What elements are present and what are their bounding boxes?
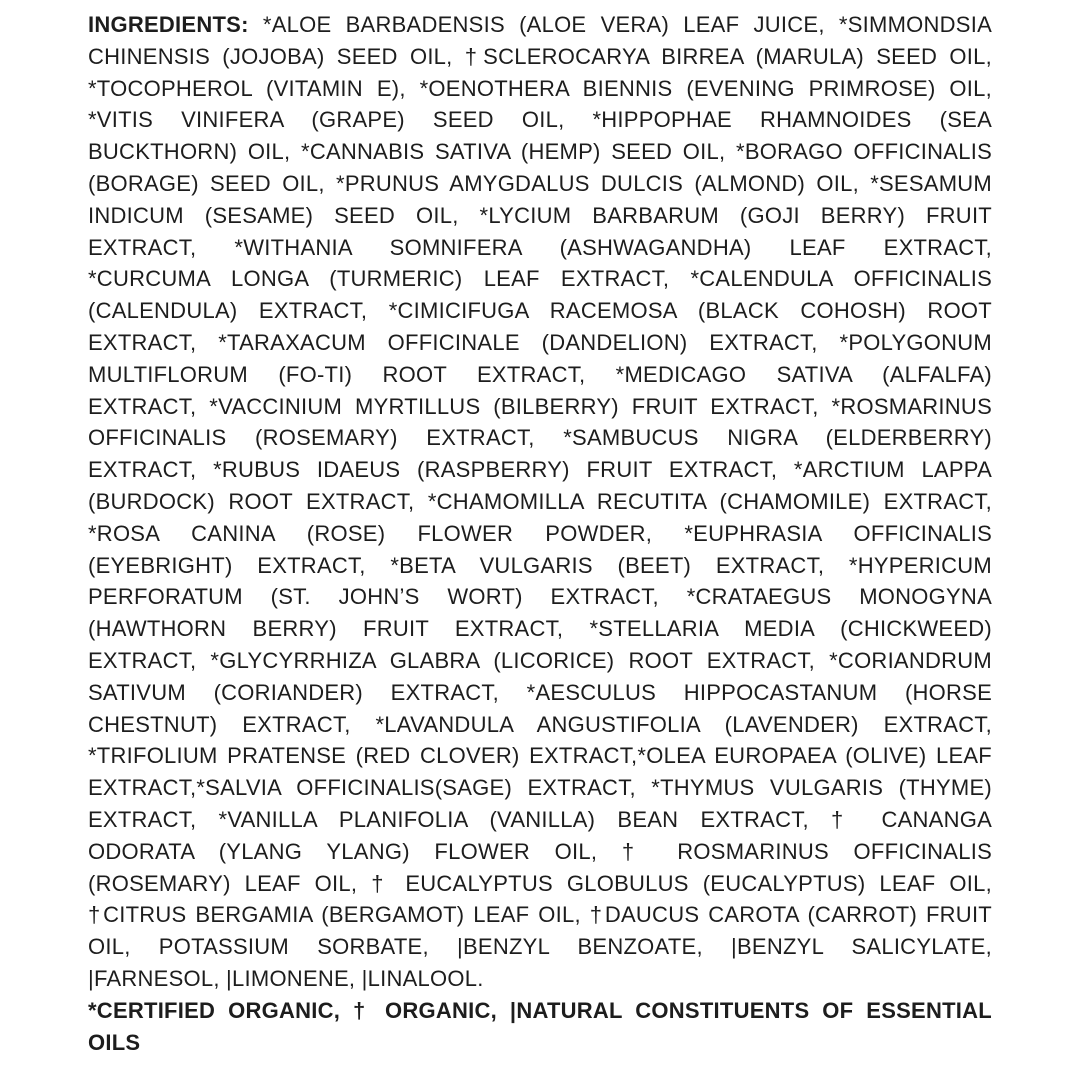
organic-legend-line: OILS [88, 1029, 141, 1055]
ingredients-paragraph [88, 9, 992, 1058]
ingredients-line: CHESTNUT) EXTRACT, *LAVANDULA ANGUSTIFOLIA (LAVENDER) EXTRACT, [88, 711, 992, 737]
ingredients-line: †CITRUS BERGAMIA (BERGAMOT) LEAF OIL, †DAUCUS CAROTA (CARROT) FRUIT [88, 902, 992, 928]
ingredients-line: EXTRACT, *VACCINIUM MYRTILLUS (BILBERRY) FRUIT EXTRACT, *ROSMARINUS [88, 393, 992, 419]
ingredients-line: EXTRACT, *RUBUS IDAEUS (RASPBERRY) FRUIT EXTRACT, *ARCTIUM LAPPA [88, 457, 992, 483]
ingredients-line: CHINENSIS (JOJOBA) SEED OIL, †SCLEROCARYA BIRREA (MARULA) SEED OIL, [88, 43, 992, 69]
ingredients-line: MULTIFLORUM (FO-TI) ROOT EXTRACT, *MEDICAGO SATIVA (ALFALFA) [88, 361, 992, 387]
ingredients-line: INDICUM (SESAME) SEED OIL, *LYCIUM BARBARUM (GOJI BERRY) FRUIT [88, 202, 992, 228]
ingredients-line: EXTRACT, *VANILLA PLANIFOLIA (VANILLA) BEAN EXTRACT, † CANANGA [88, 806, 992, 832]
ingredients-line: (HAWTHORN BERRY) FRUIT EXTRACT, *STELLARIA MEDIA (CHICKWEED) [88, 616, 992, 642]
ingredients-line: EXTRACT, *GLYCYRRHIZA GLABRA (LICORICE) ROOT EXTRACT, *CORIANDRUM [88, 647, 992, 673]
ingredients-line: ODORATA (YLANG YLANG) FLOWER OIL, † ROSMARINUS OFFICINALIS [88, 838, 992, 864]
ingredients-line: EXTRACT, *WITHANIA SOMNIFERA (ASHWAGANDHA) LEAF EXTRACT, [88, 234, 992, 260]
organic-legend-line: *CERTIFIED ORGANIC, † ORGANIC, |NATURAL CONSTITUENTS OF ESSENTIAL [88, 997, 992, 1023]
ingredients-line: (EYEBRIGHT) EXTRACT, *BETA VULGARIS (BEET) EXTRACT, *HYPERICUM [88, 552, 992, 578]
ingredients-line: *TRIFOLIUM PRATENSE (RED CLOVER) EXTRACT,*OLEA EUROPAEA (OLIVE) LEAF [88, 743, 992, 769]
ingredients-heading: INGREDIENTS: [88, 12, 249, 37]
ingredients-line: (ROSEMARY) LEAF OIL, † EUCALYPTUS GLOBULUS (EUCALYPTUS) LEAF OIL, [88, 870, 992, 896]
ingredients-line: *ROSA CANINA (ROSE) FLOWER POWDER, *EUPHRASIA OFFICINALIS [88, 520, 992, 546]
ingredients-line: PERFORATUM (ST. JOHN’S WORT) EXTRACT, *CRATAEGUS MONOGYNA [88, 584, 992, 610]
ingredients-line: *VITIS VINIFERA (GRAPE) SEED OIL, *HIPPOPHAE RHAMNOIDES (SEA [88, 107, 992, 133]
ingredients-line: OIL, POTASSIUM SORBATE, |BENZYL BENZOATE, |BENZYL SALICYLATE, [88, 934, 992, 960]
ingredients-line: INGREDIENTS: *ALOE BARBADENSIS (ALOE VERA) LEAF JUICE, *SIMMONDSIA [88, 12, 992, 37]
ingredients-line: |FARNESOL, |LIMONENE, |LINALOOL. [88, 965, 484, 991]
ingredients-line: OFFICINALIS (ROSEMARY) EXTRACT, *SAMBUCUS NIGRA (ELDERBERRY) [88, 425, 992, 451]
ingredients-line: EXTRACT, *TARAXACUM OFFICINALE (DANDELION) EXTRACT, *POLYGONUM [88, 329, 992, 355]
ingredients-line: BUCKTHORN) OIL, *CANNABIS SATIVA (HEMP) SEED OIL, *BORAGO OFFICINALIS [88, 139, 992, 165]
ingredients-line: *TOCOPHEROL (VITAMIN E), *OENOTHERA BIENNIS (EVENING PRIMROSE) OIL, [88, 75, 992, 101]
ingredients-line: (BURDOCK) ROOT EXTRACT, *CHAMOMILLA RECUTITA (CHAMOMILE) EXTRACT, [88, 488, 992, 514]
ingredients-line: *CURCUMA LONGA (TURMERIC) LEAF EXTRACT, *CALENDULA OFFICINALIS [88, 266, 992, 292]
ingredients-line: (CALENDULA) EXTRACT, *CIMICIFUGA RACEMOSA (BLACK COHOSH) ROOT [88, 298, 992, 324]
ingredients-line: SATIVUM (CORIANDER) EXTRACT, *AESCULUS HIPPOCASTANUM (HORSE [88, 679, 992, 705]
ingredients-line: (BORAGE) SEED OIL, *PRUNUS AMYGDALUS DULCIS (ALMOND) OIL, *SESAMUM [88, 170, 992, 196]
ingredients-line: EXTRACT,*SALVIA OFFICINALIS(SAGE) EXTRACT, *THYMUS VULGARIS (THYME) [88, 775, 992, 801]
